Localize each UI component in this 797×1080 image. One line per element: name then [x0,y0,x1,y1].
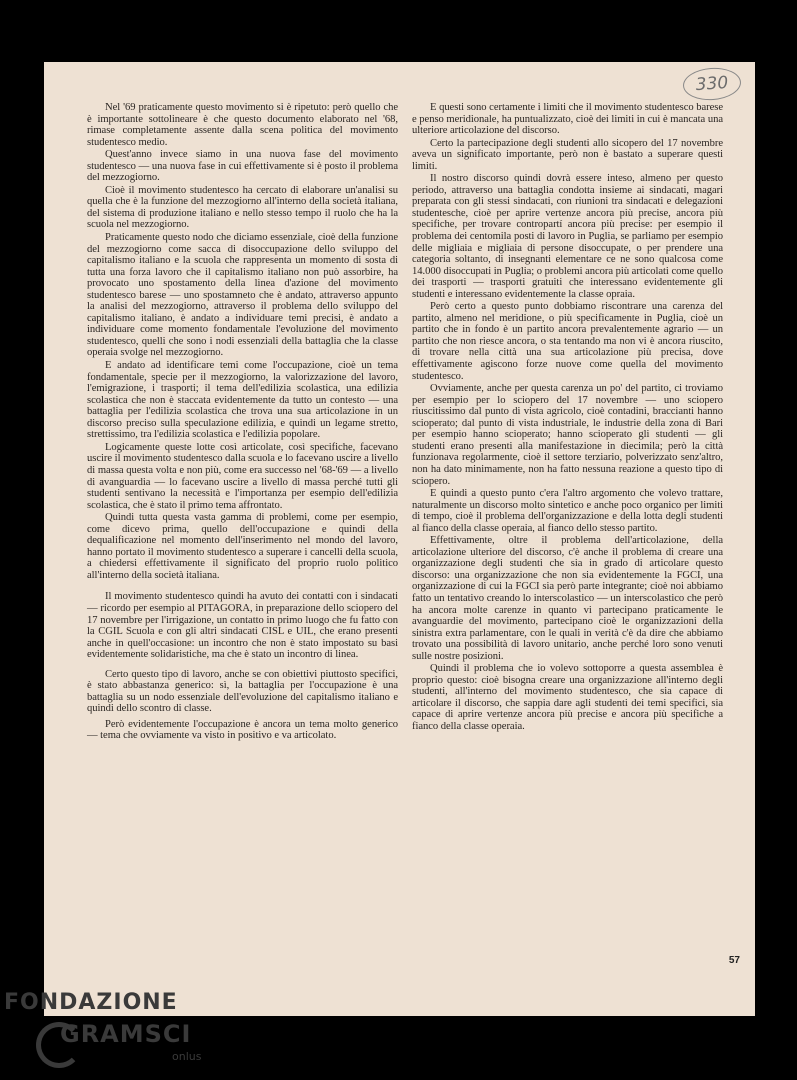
paragraph: Effettivamente, oltre il problema dell'articolazione, della articolazione ulteriore del discorso, c'è anche il problema di creare una organizzazione degli studenti che sia in grado di articolare questo discorso: una organizzazione che non sia evidentemente la FGCI, una organizzazione di cui la FGCI sia però parte integrante; cioè noi abbiamo fatto un tentativo creando lo interscolastico — un interscolastico che però ha ancora molte carenze in quanto vi partecipano praticamente le avanguardie del movimento, partecipano cioè le organizzazioni della sinistra extra parlamentare, con le quali in verità c'è da dire che abbiamo trovato una possibilità di lavoro unitario, anche perché loro sono venuti sulle nostre posizioni. [412,535,723,662]
watermark-onlus: onlus [172,1050,202,1063]
watermark-gramsci: GRAMSCI [60,1020,192,1048]
paragraph: Cioè il movimento studentesco ha cercato di elaborare un'analisi su quella che è la funzione del mezzogiorno all'interno della società italiana, del sistema di produzione italiano e nello stesso tempo il ruolo che ha la scuola nel mezzogiorno. [87,184,398,231]
paragraph: Però certo a questo punto dobbiamo riscontrare una carenza del partito, almeno nel meridione, o più specificamente in Puglia, cioè un partito che in fondo è un partito ancora prevalentemente agrario — un partito che non riesce ancora, o sta tentando ma non vi è ancora riuscito, di trovare nella città una sua articolazione più precisa, dove effettivamente agiscono forze nuove come quella del movimento studentesco. [412,301,723,382]
paragraph: Però evidentemente l'occupazione è ancora un tema molto generico — tema che ovviamente va visto in positivo e va articolato. [87,718,398,742]
paragraph: Certo questo tipo di lavoro, anche se con obiettivi piuttosto specifici, è stato abbastanza generico: sì, la battaglia per l'occupazione è una battaglia su un nodo essenziale dell'evoluzione del capitalismo italiano e quindi dello scontro di classe. [87,668,398,715]
paragraph: Quest'anno invece siamo in una nuova fase del movimento studentesco — una nuova fase in cui effettivamente si è posto il problema del mezzogiorno. [87,149,398,184]
watermark-foundation: FONDAZIONE [4,990,178,1015]
left-column [87,102,398,743]
paragraph: Quindi il problema che io volevo sottoporre a questa assemblea è proprio questo: cioè bisogna creare una organizzazione all'interno degli studenti, all'interno del movimento studentesco, che sia capace di articolare il discorso, che sappia dare agli studenti dei temi specifici, sia capace di aprire vertenze ancora più precise e ancora più specifiche a fianco della classe operaia. [412,663,723,732]
paragraph: Logicamente queste lotte così articolate, così specifiche, facevano uscire il movimento studentesco dalla scuola e lo facevano uscire a livello di massa questa volta e non più, come era successo nel '68-'69 — a livello di avanguardia — lo facevano uscire a livello di massa perché tutti gli studenti sentivano la necessità e l'importanza per esempio dell'edilizia scolastica, che è stato il primo tema affrontato. [87,441,398,511]
paragraph: Certo la partecipazione degli studenti allo sicopero del 17 novembre aveva un significato importante, però non è bastato a superare questi limiti. [412,137,723,172]
paragraph: E questi sono certamente i limiti che il movimento studentesco barese e penso meridionale, ha puntualizzato, cioè dei limiti in cui è mancata una ulteriore articolazione del discorso. [412,102,723,137]
paragraph: Il movimento studentesco quindi ha avuto dei contatti con i sindacati — ricordo per esempio al PITAGORA, in preparazione dello sciopero del 17 novembre per l'irrigazione, un contatto in primo luogo che fu fatto con la CGIL Scuola e con gli altri sindacati CISL e UIL, che erano presenti anche in quell'occasione: un incontro che non è stato impostato su basi evidentemente solidaristiche, ma che è stato un incontro di linea. [87,591,398,661]
right-column [412,102,723,734]
document-page [44,62,755,1016]
paragraph: E quindi a questo punto c'era l'altro argomento che volevo trattare, naturalmente un discorso molto sintetico e anche poco organico per limiti di tempo, cioè il problema dell'organizzazione e della lotta degli studenti al fianco della classe operaia, al fianco dello stesso partito. [412,488,723,534]
paragraph: Ovviamente, anche per questa carenza un po' del partito, ci troviamo per esempio per lo sciopero del 17 novembre — uno sciopero riuscitissimo dal punto di vista agricolo, cioè contadini, braccianti hanno scioperato; dal punto di vista industriale, le industrie della zona di Bari per esempio hanno scioperato; hanno scioperato gli studenti — gli studenti erano presenti alla manifestazione in diecimila; però la città funzionava regolarmente, cioè il settore terziario, polverizzato senz'altro, non ha dato minimamente, non ha fatto nessuna reazione a questo tipo di sciopero. [412,383,723,487]
paragraph: Quindi tutta questa vasta gamma di problemi, come per esempio, come dicevo prima, quello dell'occupazione e quindi della dequalificazione nel momento dell'inserimento nel mondo del lavoro, hanno portato il movimento studentesco a superare i cancelli della scuola, a chiedersi effettivamente il significato del proprio ruolo politico all'interno della società italiana. [87,512,398,581]
paragraph: Praticamente questo nodo che diciamo essenziale, cioè della funzione del mezzogiorno come sacca di disoccupazione dello sviluppo del capitalismo italiano e la scuola che rappresenta un momento di sosta di tutta una forza lavoro che il capitalismo italiano non può assorbire, ha provocato uno spostamento della linea d'azione del movimento studentesco barese — uno spostamneto che è andato, attraverso appunto la analisi del mezzogiorno, attraverso il problema dello sviluppo del capitalismo italiano, è andato a individuare temi precisi, è andato a individuare come momento fondamentale l'evoluzione del movimento studentesco, quelli che sono i nodi essenziali della battaglia che la classe operaia svolge nel mezzogiorno. [87,232,398,359]
paragraph: E andato ad identificare temi come l'occupazione, cioè un tema fondamentale, specie per il mezzogiorno, la valorizzazione del lavoro, l'emigrazione, i trasporti; il tema dell'edilizia scolastica, una edilizia scolastica che non è staccata evidentemente da tutto un contesto — una battaglia per l'edilizia scolastica che trova una sua articolazione in un discorso preciso sulla speculazione edilizia, e quindi un legame stretto, strettissimo, tra l'edilizia scolastica e l'edilizia popolare. [87,360,398,441]
archive-number: 330 [682,66,742,102]
paragraph: Il nostro discorso quindi dovrà essere inteso, almeno per questo periodo, attraverso una battaglia condotta insieme ai sindacati, magari preparata con gli stessi sindacati, con riunioni tra sindacati e delegazioni studentesche, cioè per aprire vertenze ancora più precise, ancora più specifiche, per trovare contropartí ancora più precise: per esempio il problema dei centomila posti di lavoro in Puglia, se parliamo per esempio delle migliaia e migliaia di persone disoccupate, o per prendere una categoria soltanto, di insegnanti elementare ce ne sono qualcosa come 14.000 disoccupati in Puglia; o problemi ancora più articolati come quello dei trasporti — trasporti gratuiti che interessano evidentemente gli studenti e interessano evidentemente la classe opraia. [412,173,723,300]
page-number: 57 [728,955,740,966]
paragraph: Nel '69 praticamente questo movimento si è ripetuto: però quello che è importante sottolineare è che questo documento elaborato nel '68, rimase completamente assente dalla scena politica del movimento studentesco medio. [87,102,398,148]
watermark-logo [36,1014,216,1076]
